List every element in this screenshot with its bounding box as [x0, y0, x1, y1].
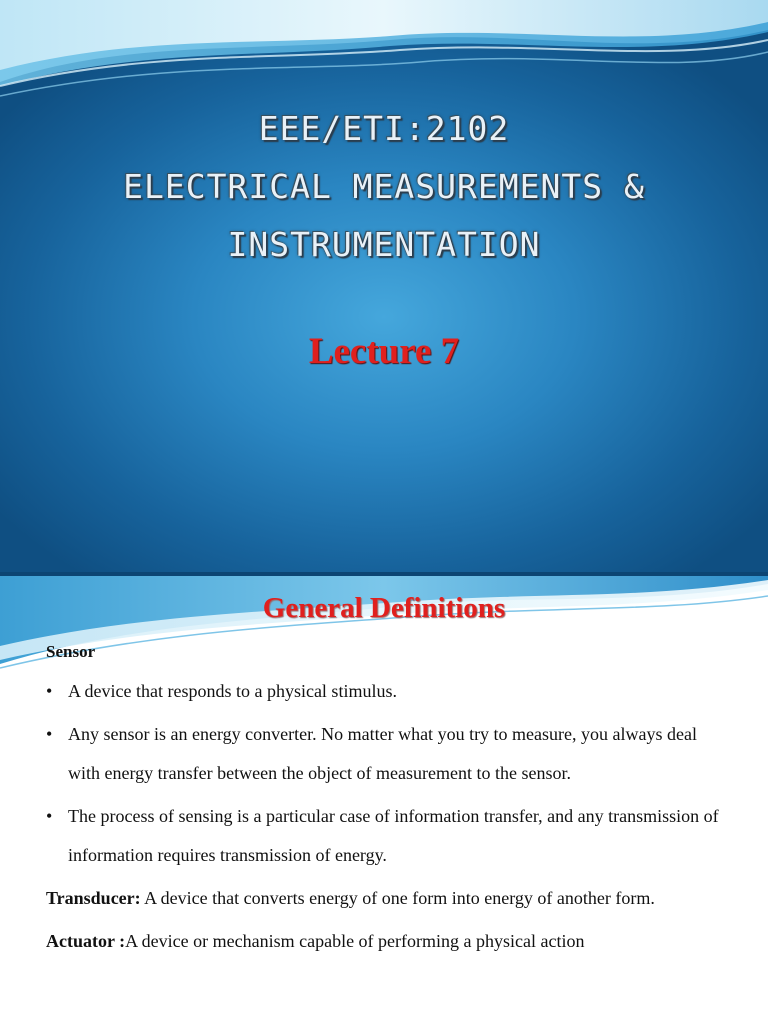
wave-banner-decoration	[0, 0, 768, 110]
bullet-dot-icon: •	[46, 681, 53, 701]
bullet-dot-icon: •	[46, 724, 53, 744]
list-item-text: The process of sensing is a particular case of information transfer, and any transmission of information requires transmission of energy.	[68, 806, 719, 865]
section-heading: Sensor	[46, 642, 96, 661]
list-item-text: Any sensor is an energy converter. No matter what you try to measure, you always deal with energy transfer between the object of measurement to the sensor.	[68, 724, 697, 783]
definition-text: A device or mechanism capable of performing a physical action	[125, 931, 585, 951]
course-name-line-2: INSTRUMENTATION	[227, 225, 541, 264]
definition-term: Actuator :	[46, 931, 126, 951]
course-name-line-1: ELECTRICAL MEASUREMENTS &	[123, 167, 645, 206]
definition-actuator	[46, 922, 726, 961]
definition-text: A device that converts energy of one form into energy of another form.	[140, 888, 655, 908]
lecture-number: Lecture 7	[308, 331, 460, 372]
list-item	[46, 672, 726, 711]
bullet-list	[46, 672, 726, 875]
definition-term: Transducer:	[46, 888, 141, 908]
course-code: EEE/ETI:2102	[258, 109, 510, 148]
list-item-text: A device that responds to a physical stimulus.	[68, 681, 397, 701]
slide-body	[46, 640, 726, 965]
slide-title: General Definitions	[262, 592, 506, 624]
bullet-dot-icon: •	[46, 806, 53, 826]
course-title	[0, 100, 768, 274]
list-item	[46, 715, 726, 793]
definition-transducer	[46, 879, 726, 918]
list-item	[46, 797, 726, 875]
definitions-slide	[0, 576, 768, 1024]
